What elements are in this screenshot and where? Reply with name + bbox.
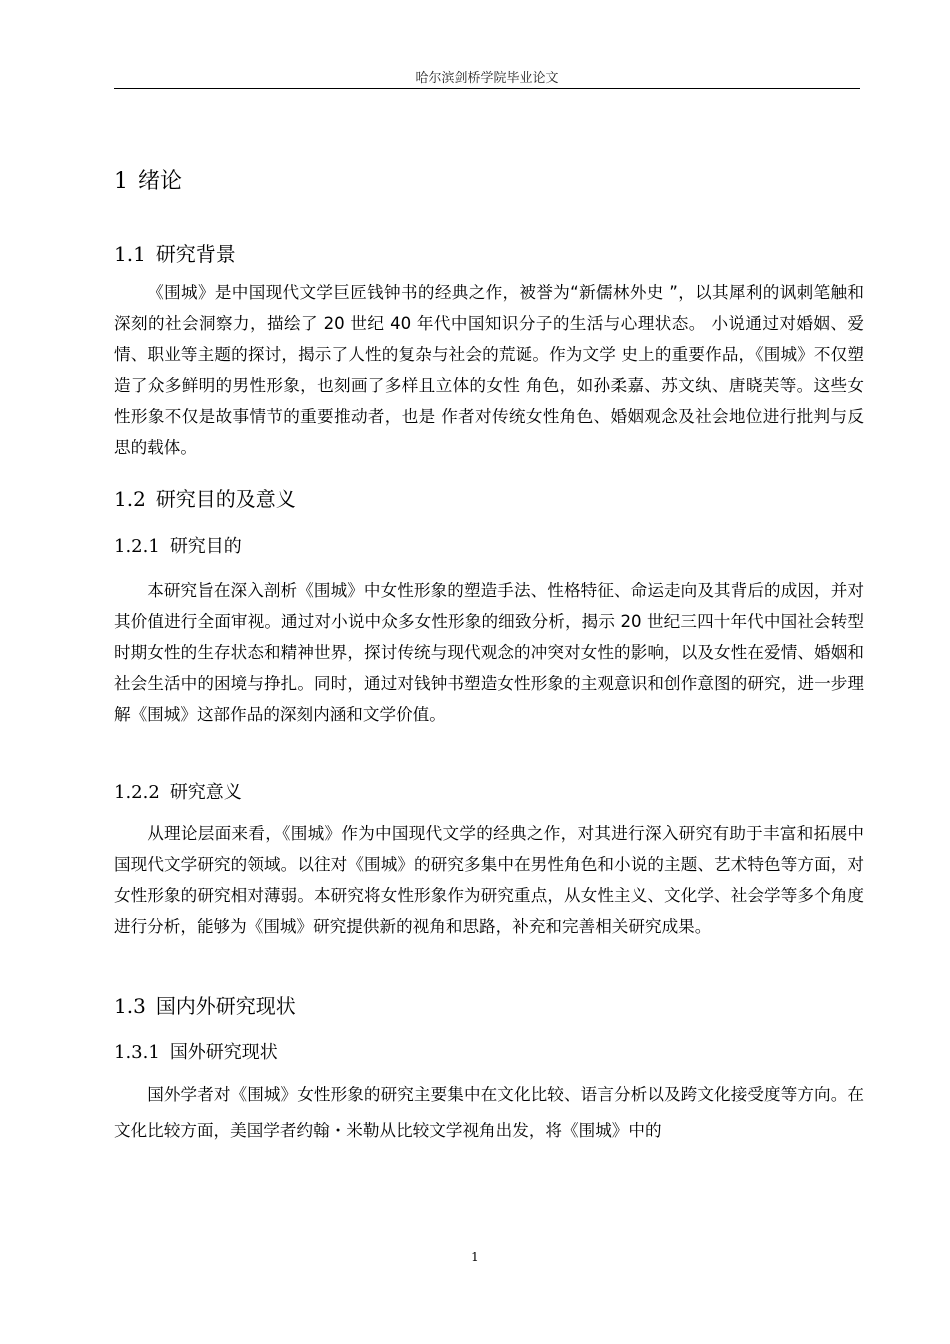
paragraph-research-significance: 从理论层面来看，《围城》作为中国现代文学的经典之作，对其进行深入研究有助于丰富和拓展中国现代文学研究的领域。以往对《围城》的研究多集中在男性角色和小说的主题、艺术特色等方面，对女性形象的研究相对薄弱。本研究将女性形象作为研究重点，从女性主义、文化学、社会学等多个角度进行分析，能够为《围城》研究提供新的视角和思路，补充和完善相关研究成果。 [114,824,864,936]
chapter-number: 1 [114,169,128,194]
subsection-heading-1-3-1 [114,1038,278,1064]
subsection-number: 1.3.1 [114,1042,160,1063]
section-heading-1-1 [114,238,236,267]
subsection-title: 研究目的 [169,536,242,557]
subsection-heading-1-2-2 [114,778,242,804]
paragraph-foreign-research: 国外学者对《围城》女性形象的研究主要集中在文化比较、语言分析以及跨文化接受度等方向。在文化比较方面，美国学者约翰・米勒从比较文学视角出发，将《围城》中的 [114,1085,864,1140]
section-number: 1.3 [114,994,146,1018]
chapter-heading [114,164,182,195]
section-number: 1.2 [114,487,146,511]
section-heading-1-3 [114,990,296,1019]
subsection-number: 1.2.1 [114,536,160,557]
page-header: 哈尔滨剑桥学院毕业论文 [415,71,559,86]
subsection-title: 国外研究现状 [169,1042,278,1063]
paragraph-research-purpose: 本研究旨在深入剖析《围城》中女性形象的塑造手法、性格特征、命运走向及其背后的成因，并对其价值进行全面审视。通过对小说中众多女性形象的细致分析，揭示 20 世纪三四十年代中国社会转型时期女性的生存状态和精神世界，探讨传统与现代观念的冲突对女性的影响，以及女性在爱情、婚姻和社会生活中的困境与挣扎。同时，通过对钱钟书塑造女性形象的主观意识和创作意图的研究，进一步理解《围城》这部作品的深刻内涵和文学价值。 [114,581,864,724]
paragraph-research-background: 《围城》是中国现代文学巨匠钱钟书的经典之作，被誉为“新儒林外史 ”，以其犀利的讽刺笔触和深刻的社会洞察力，描绘了 20 世纪 40 年代中国知识分子的生活与心理状态。 小说通过对婚姻、爱情、职业等主题的探讨，揭示了人性的复杂与社会的荒诞。作为文学 史上的重要作品，《围城》不仅塑造了众多鲜明的男性形象，也刻画了多样且立体的女性 角色，如孙柔嘉、苏文纨、唐晓芙等。这些女性形象不仅是故事情节的重要推动者，也是 作者对传统女性角色、婚姻观念及社会地位进行批判与反思的载体。 [114,283,864,457]
section-title: 国内外研究现状 [155,994,296,1018]
section-number: 1.1 [114,242,146,266]
page-number: 1 [471,1250,479,1264]
section-title: 研究目的及意义 [155,487,296,511]
subsection-heading-1-2-1 [114,532,242,558]
section-title: 研究背景 [155,242,236,266]
chapter-title: 绪论 [138,169,183,194]
subsection-title: 研究意义 [169,782,242,803]
subsection-number: 1.2.2 [114,782,160,803]
section-heading-1-2 [114,483,296,512]
header-divider [114,88,860,89]
